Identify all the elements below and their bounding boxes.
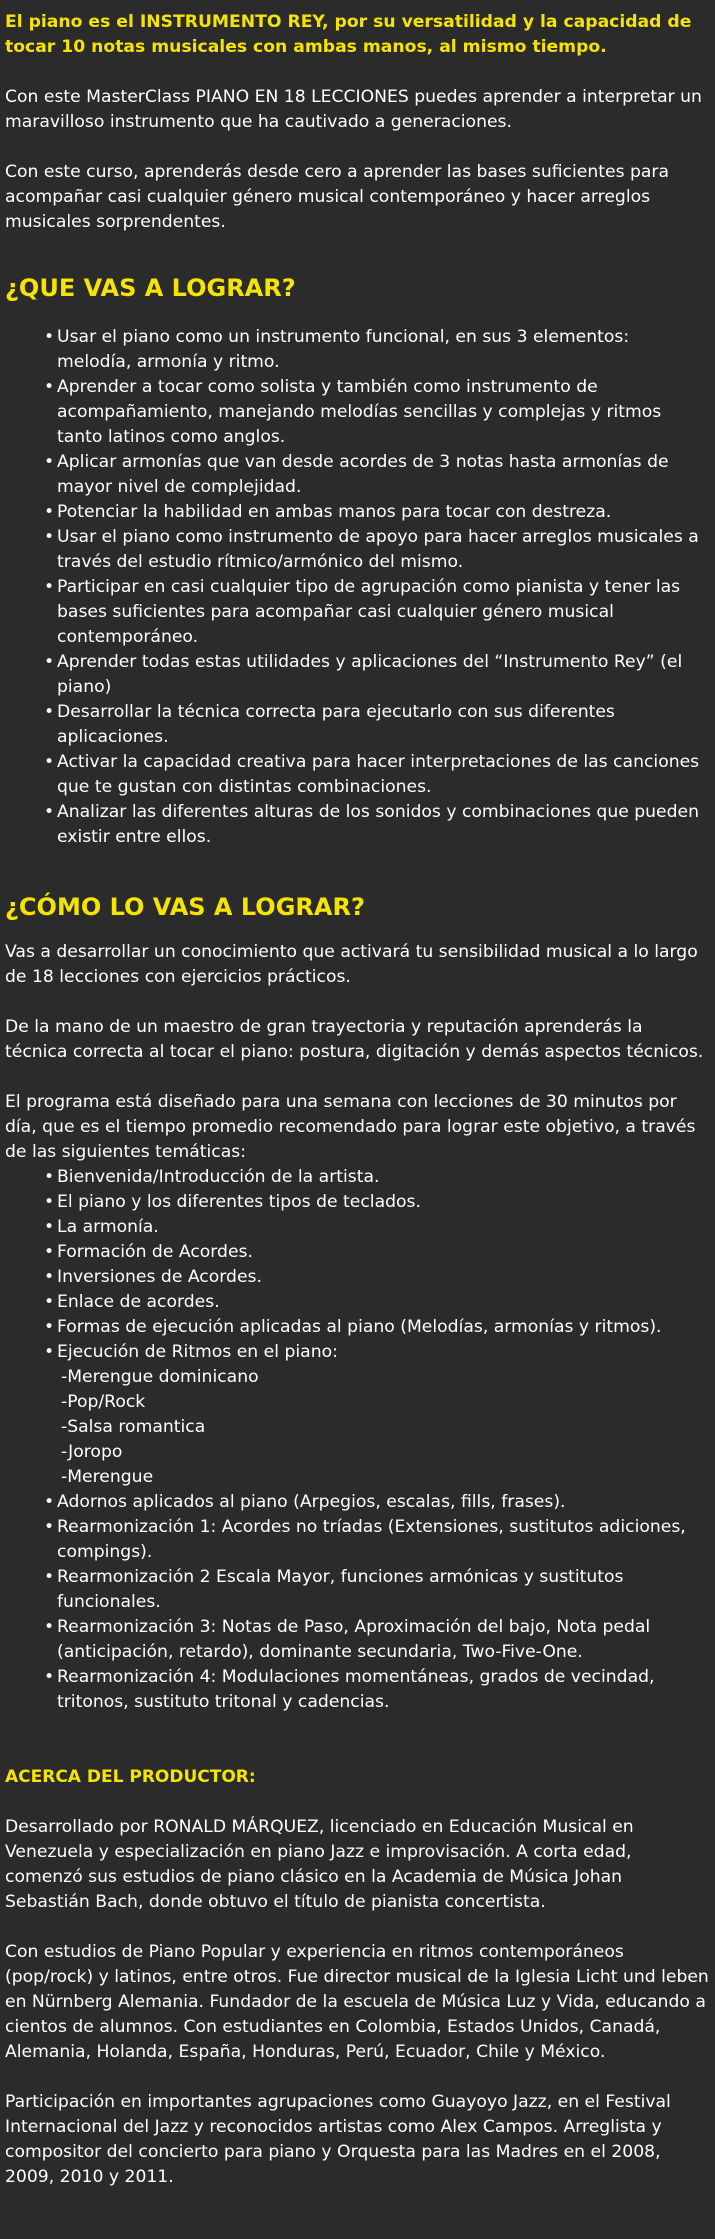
rhythm-item: -Merengue: [61, 1467, 154, 1487]
logros-list: [5, 325, 709, 850]
list-item: • Analizar las diferentes alturas de los sonidos y combinaciones que pueden existir entre ellos.: [44, 802, 700, 847]
list-item: • Enlace de acordes.: [44, 1292, 220, 1312]
productor-paragraph-3: Participación en importantes agrupaciones como Guayoyo Jazz, en el Festival Internacional del Jazz y reconocidos artistas como Alex Campos. Arreglista y compositor del concierto para piano y Orquesta para las Madres en el 2008, 2009, 2010 y 2011.: [5, 2092, 671, 2187]
list-item: • Rearmonización 1: Acordes no tríadas (Extensiones, sustitutos adiciones, compings).: [44, 1517, 686, 1562]
rhythm-list: [5, 1365, 709, 1490]
rhythm-item: -Pop/Rock: [61, 1392, 146, 1412]
list-item: • Usar el piano como instrumento de apoyo para hacer arreglos musicales a través del estudio rítmico/armónico del mismo.: [44, 527, 699, 572]
list-item: • Desarrollar la técnica correcta para ejecutarlo con sus diferentes aplicaciones.: [44, 702, 615, 747]
list-item: • El piano y los diferentes tipos de teclados.: [44, 1192, 421, 1212]
list-item: • Formas de ejecución aplicadas al piano (Melodías, armonías y ritmos).: [44, 1317, 662, 1337]
list-item: • Ejecución de Ritmos en el piano:: [44, 1342, 338, 1362]
productor-paragraph-2: Con estudios de Piano Popular y experiencia en ritmos contemporáneos (pop/rock) y latinos, entre otros. Fue director musical de la Iglesia Licht und leben en Nürnberg Alemania. Fundador de la escuela de Música Luz y Vida, educando a cientos de alumnos. Con estudiantes en Colombia, Estados Unidos, Canadá, Alemania, Holanda, España, Honduras, Perú, Ecuador, Chile y México.: [5, 1942, 709, 2062]
list-item: • Aprender todas estas utilidades y aplicaciones del “Instrumento Rey” (el piano): [44, 652, 683, 697]
list-item: • Potenciar la habilidad en ambas manos para tocar con destreza.: [44, 502, 612, 522]
rhythm-item: -Salsa romantica: [61, 1417, 206, 1437]
list-item: • Inversiones de Acordes.: [44, 1267, 262, 1287]
list-item: • Aplicar armonías que van desde acordes de 3 notas hasta armonías de mayor nivel de complejidad.: [44, 452, 669, 497]
list-item: • Rearmonización 4: Modulaciones momentáneas, grados de vecindad, tritonos, sustituto tritonal y cadencias.: [44, 1667, 655, 1712]
list-item: • Usar el piano como un instrumento funcional, en sus 3 elementos: melodía, armonía y ritmo.: [44, 327, 630, 372]
como-heading: ¿CÓMO LO VAS A LOGRAR?: [5, 893, 365, 921]
list-item: • Adornos aplicados al piano (Arpegios, escalas, fills, frases).: [44, 1492, 566, 1512]
intro-paragraph-1: Con este MasterClass PIANO EN 18 LECCIONES puedes aprender a interpretar un maravilloso instrumento que ha cautivado a generaciones.: [5, 87, 702, 132]
intro-paragraph-2: Con este curso, aprenderás desde cero a aprender las bases suficientes para acompañar casi cualquier género musical contemporáneo y hacer arreglos musicales sorprendentes.: [5, 162, 670, 232]
topics-list: [5, 1165, 709, 1365]
rhythm-item: -Joropo: [61, 1442, 123, 1462]
list-item: • Bienvenida/Introducción de la artista.: [44, 1167, 380, 1187]
intro-highlight: El piano es el INSTRUMENTO REY, por su versatilidad y la capacidad de tocar 10 notas musicales con ambas manos, al mismo tiempo.: [5, 12, 692, 57]
rhythm-item: -Merengue dominicano: [61, 1367, 259, 1387]
productor-paragraph-1: Desarrollado por RONALD MÁRQUEZ, licenciado en Educación Musical en Venezuela y especialización en piano Jazz e improvisación. A corta edad, comenzó sus estudios de piano clásico en la Academia de Música Johan Sebastián Bach, donde obtuvo el título de pianista concertista.: [5, 1817, 634, 1912]
productor-heading: ACERCA DEL PRODUCTOR:: [5, 1767, 256, 1787]
list-item: • Rearmonización 2 Escala Mayor, funciones armónicas y sustitutos funcionales.: [44, 1567, 624, 1612]
como-paragraph-3: El programa está diseñado para una semana con lecciones de 30 minutos por día, que es el tiempo promedio recomendado para lograr este objetivo, a través de las siguientes temáticas:: [5, 1092, 696, 1162]
list-item: • Activar la capacidad creativa para hacer interpretaciones de las canciones que te gustan con distintas combinaciones.: [44, 752, 700, 797]
como-paragraph-1: Vas a desarrollar un conocimiento que activará tu sensibilidad musical a lo largo de 18 lecciones con ejercicios prácticos.: [5, 942, 698, 987]
list-item: • Aprender a tocar como solista y también como instrumento de acompañamiento, manejando melodías sencillas y complejas y ritmos tanto latinos como anglos.: [44, 377, 662, 447]
list-item: • Formación de Acordes.: [44, 1242, 253, 1262]
list-item: • La armonía.: [44, 1217, 159, 1237]
como-paragraph-2: De la mano de un maestro de gran trayectoria y reputación aprenderás la técnica correcta al tocar el piano: postura, digitación y demás aspectos técnicos.: [5, 1017, 704, 1062]
logros-heading: ¿QUE VAS A LOGRAR?: [5, 274, 296, 302]
list-item: • Participar en casi cualquier tipo de agrupación como pianista y tener las bases suficientes para acompañar casi cualquier género musical contemporáneo.: [44, 577, 681, 647]
list-item: • Rearmonización 3: Notas de Paso, Aproximación del bajo, Nota pedal (anticipación, retardo), dominante secundaria, Two-Five-One.: [44, 1617, 651, 1662]
topics-list-2: [5, 1490, 709, 1715]
